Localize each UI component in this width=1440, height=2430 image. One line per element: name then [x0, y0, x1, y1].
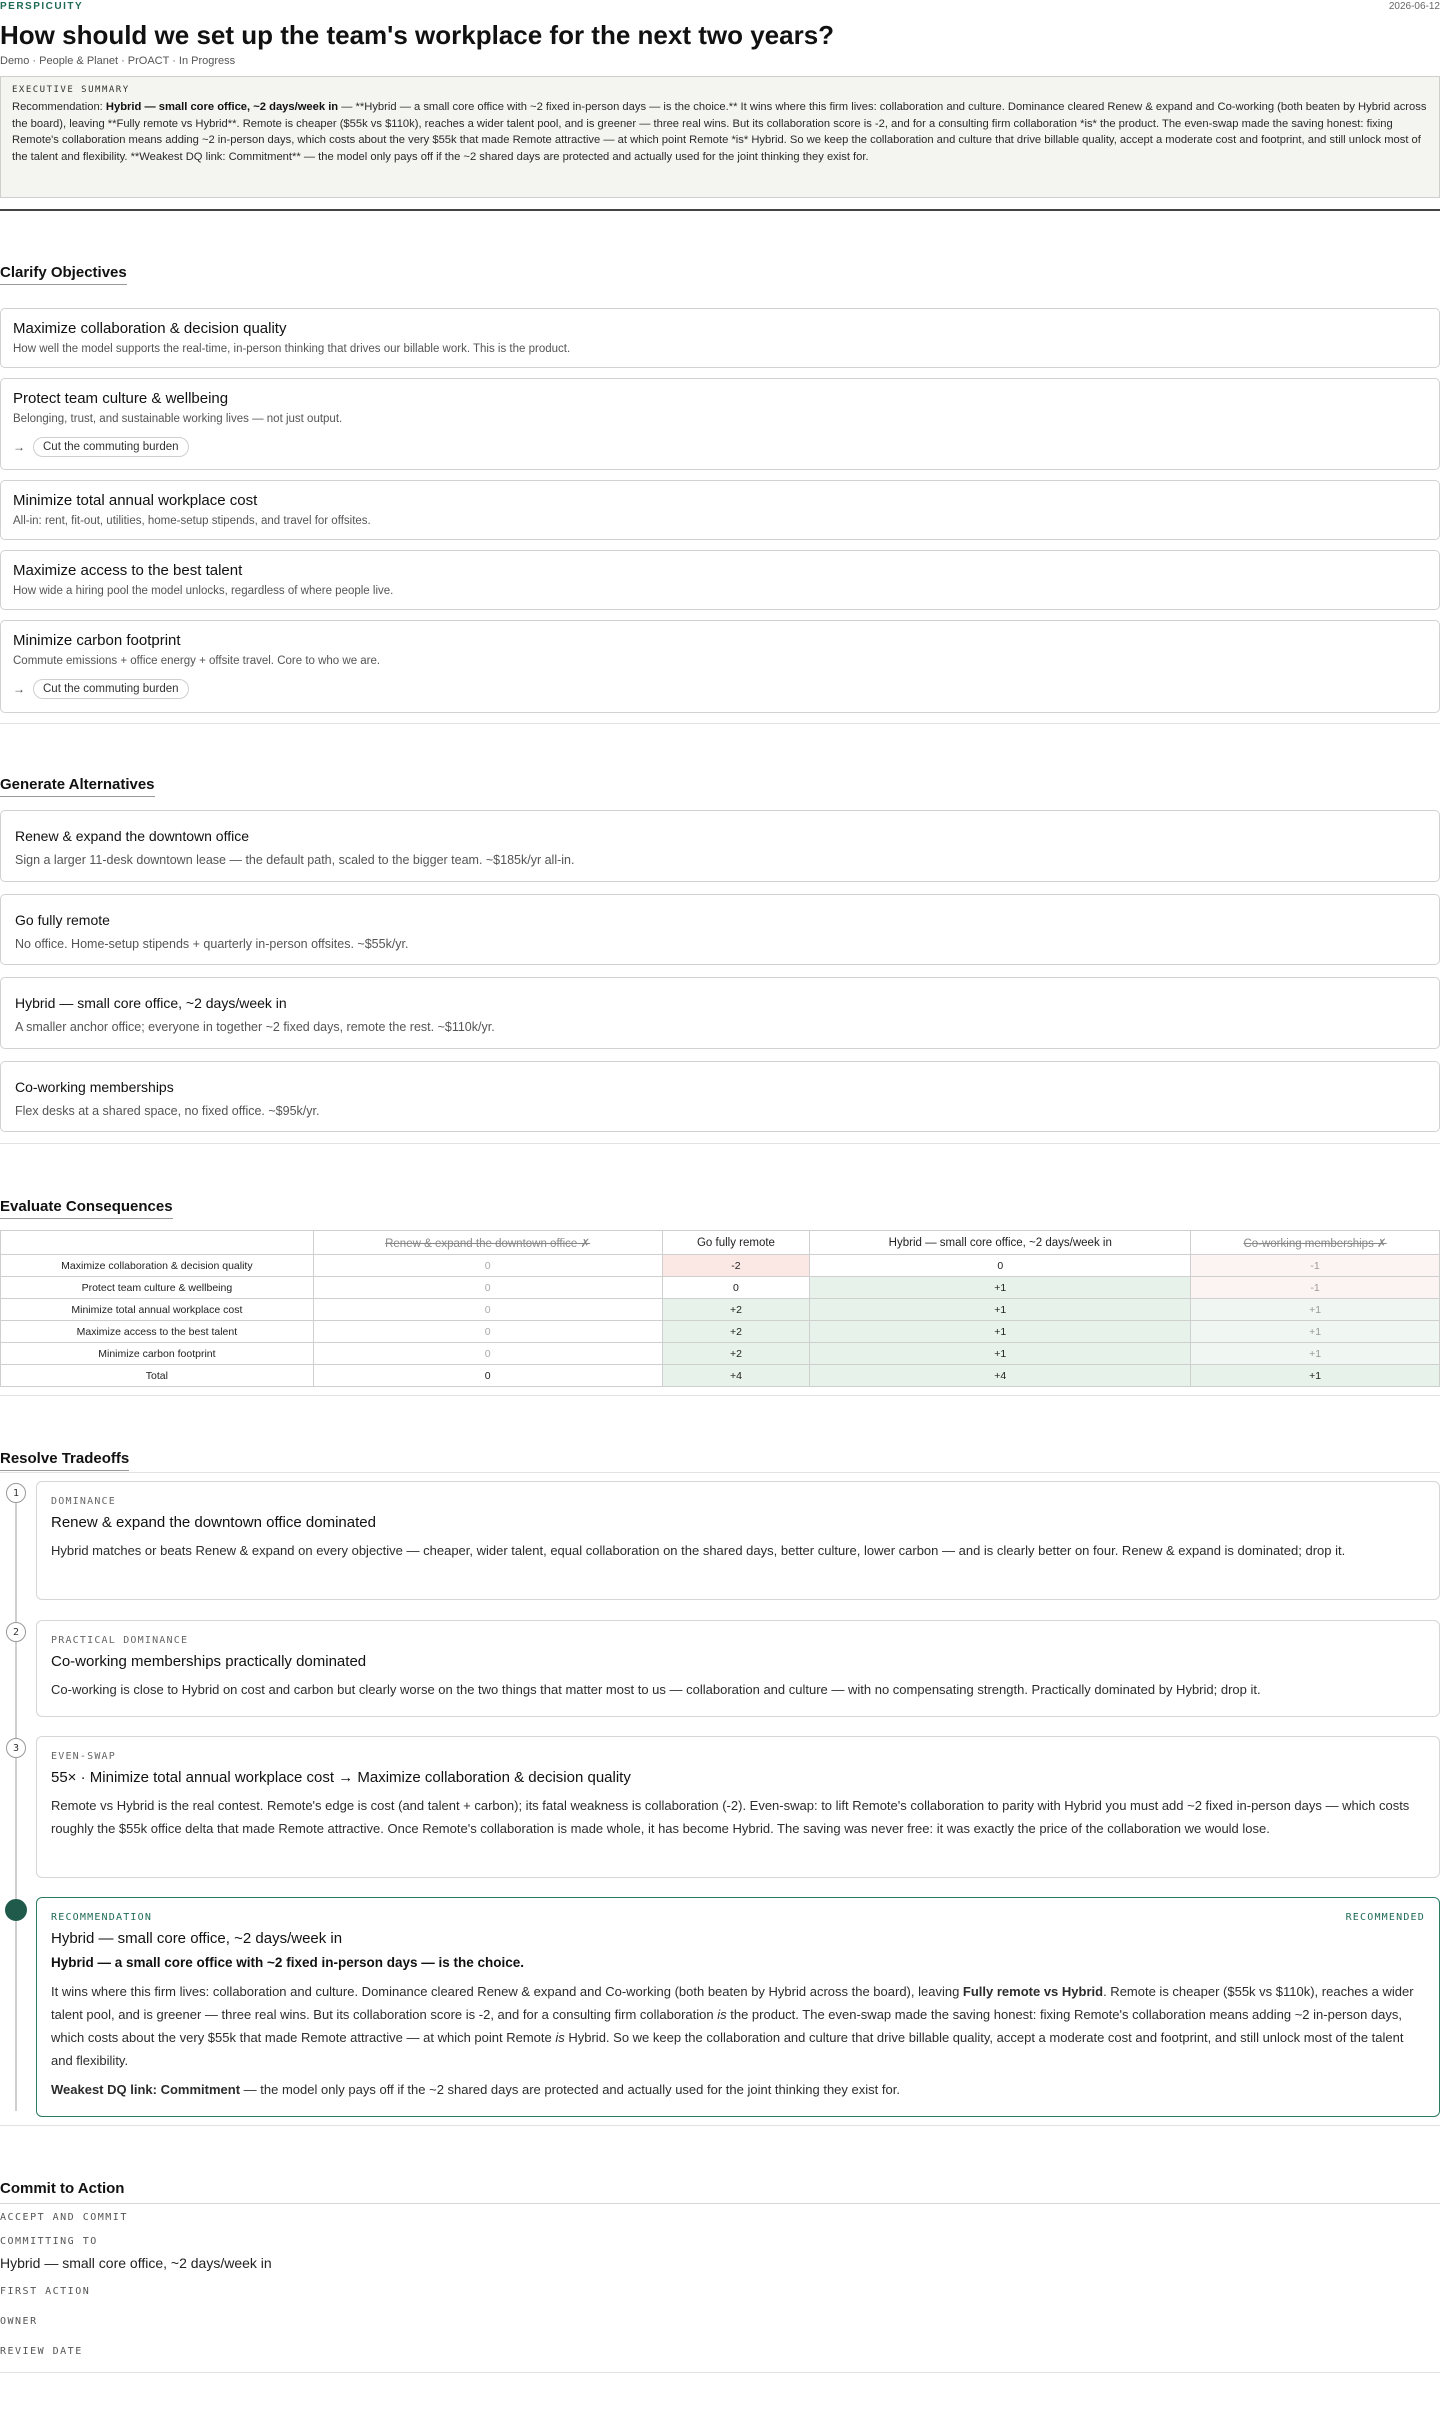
score-cell: +1	[810, 1343, 1191, 1365]
tradeoff-card[interactable]	[36, 1481, 1440, 1600]
objective-description: How wide a hiring pool the model unlocks, regardless of where people live.	[13, 585, 394, 597]
alternative-card[interactable]	[0, 894, 1440, 965]
section-divider	[0, 1143, 1440, 1144]
section-divider	[0, 723, 1440, 724]
rec-text-strong: Fully remote vs Hybrid	[962, 1984, 1104, 1999]
sub-objective-pill[interactable]: Cut the commuting burden	[33, 679, 189, 699]
tradeoff-type: EVEN-SWAP	[51, 1751, 116, 1762]
consequences-table	[0, 1230, 1440, 1387]
alternative-title: Go fully remote	[15, 912, 110, 928]
alternative-title: Hybrid — small core office, ~2 days/week in	[15, 995, 287, 1011]
score-cell: +1	[810, 1321, 1191, 1343]
objective-title: Maximize collaboration & decision quality	[13, 320, 287, 337]
decision-date: 2026-06-12	[1388, 1, 1440, 12]
committing-to-label: COMMITTING TO	[0, 2236, 98, 2247]
step-number: 1	[6, 1483, 26, 1503]
alternative-card[interactable]	[0, 977, 1440, 1049]
objective-title: Protect team culture & wellbeing	[13, 390, 229, 407]
section-title-commit: Commit to Action	[0, 2180, 125, 2197]
sub-objective-pill[interactable]: Cut the commuting burden	[33, 437, 189, 457]
score-cell: 0	[313, 1321, 662, 1343]
total-cell: 0	[313, 1365, 662, 1387]
score-cell: 0	[313, 1299, 662, 1321]
row-label: Maximize access to the best talent	[1, 1321, 314, 1343]
weakest-link-label: Weakest DQ link: Commitment	[51, 2082, 241, 2097]
accept-and-commit-button[interactable]: ACCEPT AND COMMIT	[0, 2212, 128, 2223]
objective-card[interactable]	[0, 550, 1440, 610]
score-cell: +1	[1191, 1343, 1440, 1365]
score-cell: 0	[313, 1255, 662, 1277]
objective-description: Belonging, trust, and sustainable working lives — not just output.	[13, 413, 343, 425]
score-cell: 0	[313, 1343, 662, 1365]
header-divider	[0, 209, 1440, 211]
section-divider	[0, 2203, 1440, 2204]
recommendation-title: Hybrid — small core office, ~2 days/week in	[51, 1930, 343, 1947]
score-cell: +1	[810, 1299, 1191, 1321]
recommendation-card[interactable]	[36, 1897, 1440, 2117]
objective-card[interactable]	[0, 308, 1440, 368]
rec-text-em: is	[717, 2007, 727, 2022]
arrow-right-icon: →	[13, 682, 25, 696]
objective-card[interactable]	[0, 378, 1440, 470]
table-corner	[1, 1231, 314, 1255]
tradeoff-body: Hybrid matches or beats Renew & expand on every objective — cheaper, wider talent, equal collaboration on the shared days, better culture, lower carbon — and is clearly better on four. Renew & expand is dominated; drop it.	[51, 1543, 1346, 1558]
tradeoff-card[interactable]	[36, 1620, 1440, 1717]
review-date-field[interactable]: REVIEW DATE	[0, 2346, 83, 2357]
score-cell: 0	[810, 1255, 1191, 1277]
rec-text: . Remote is cheaper ($55k vs $110k), reaches a wider talent pool, and is greener — three real wins. But its collaboration score is -2, and for a consulting firm collaboration	[51, 1984, 1414, 2022]
table-total-row	[1, 1365, 1440, 1387]
brand-logo[interactable]: PERSPICUITY	[0, 1, 84, 12]
score-cell: +2	[662, 1299, 810, 1321]
alternative-description: A smaller anchor office; everyone in together ~2 fixed days, remote the rest. ~$110k/yr.	[15, 1020, 495, 1034]
alternative-description: Flex desks at a shared space, no fixed office. ~$95k/yr.	[15, 1104, 320, 1118]
table-row	[1, 1277, 1440, 1299]
column-header[interactable]: Hybrid — small core office, ~2 days/week in	[810, 1231, 1191, 1255]
row-label: Total	[1, 1365, 314, 1387]
rec-text: Hybrid. So we keep the collaboration and culture that drive billable quality, accept a moderate cost and footprint, and still unlock most of the talent and flexibility.	[51, 2030, 1404, 2068]
exec-prefix: Recommendation:	[12, 101, 106, 113]
total-cell: +4	[810, 1365, 1191, 1387]
score-cell: +1	[1191, 1321, 1440, 1343]
tradeoff-title: Renew & expand the downtown office dominated	[51, 1514, 376, 1531]
section-divider	[0, 2125, 1440, 2126]
page-title: How should we set up the team's workplace for the next two years?	[0, 20, 835, 50]
table-row	[1, 1343, 1440, 1365]
exec-recommendation: Hybrid — small core office, ~2 days/week in	[105, 101, 339, 113]
score-cell: +1	[810, 1277, 1191, 1299]
row-label: Protect team culture & wellbeing	[1, 1277, 314, 1299]
tradeoff-type: PRACTICAL DOMINANCE	[51, 1635, 189, 1646]
alternative-description: No office. Home-setup stipends + quarterly in-person offsites. ~$55k/yr.	[15, 937, 409, 951]
score-cell: -2	[662, 1255, 810, 1277]
table-row	[1, 1255, 1440, 1277]
score-cell: 0	[313, 1277, 662, 1299]
tradeoff-title: Co-working memberships practically dominated	[51, 1653, 367, 1670]
step-number: 2	[6, 1622, 26, 1642]
row-label: Maximize collaboration & decision quality	[1, 1255, 314, 1277]
sub-objective	[13, 437, 189, 457]
objective-description: Commute emissions + office energy + offsite travel. Core to who we are.	[13, 655, 381, 667]
executive-summary	[0, 76, 1440, 198]
column-header[interactable]: Co-working memberships ✗	[1191, 1231, 1440, 1255]
arrow-right-icon: →	[13, 440, 25, 454]
recommendation-marker	[5, 1899, 27, 1921]
tradeoff-card[interactable]	[36, 1736, 1440, 1878]
weakest-link-text: — the model only pays off if the ~2 shared days are protected and actually used for the joint thinking they exist for.	[240, 2082, 900, 2097]
owner-field[interactable]: OWNER	[0, 2316, 38, 2327]
breadcrumb: Demo · People & Planet · PrOACT · In Progress	[0, 55, 236, 67]
section-title-tradeoffs: Resolve Tradeoffs	[0, 1450, 129, 1471]
column-header[interactable]: Renew & expand the downtown office ✗	[313, 1231, 662, 1255]
timeline-line	[15, 1493, 17, 2111]
objective-description: All-in: rent, fit-out, utilities, home-setup stipends, and travel for offsites.	[13, 515, 371, 527]
score-cell: -1	[1191, 1277, 1440, 1299]
table-row	[1, 1299, 1440, 1321]
executive-summary-text	[12, 99, 1428, 165]
objective-title: Minimize carbon footprint	[13, 632, 181, 649]
alternative-card[interactable]	[0, 1061, 1440, 1132]
objective-title: Maximize access to the best talent	[13, 562, 243, 579]
table-row	[1, 1321, 1440, 1343]
column-header[interactable]: Go fully remote	[662, 1231, 810, 1255]
section-title-objectives: Clarify Objectives	[0, 264, 127, 285]
weakest-link	[51, 2082, 1425, 2097]
total-cell: +4	[662, 1365, 810, 1387]
tradeoff-body: Remote vs Hybrid is the real contest. Remote's edge is cost (and talent + carbon); its fatal weakness is collaboration (-2). Even-swap: to lift Remote's collaboration to parity with Hybrid you must add ~2 fixed in-person days — which costs roughly the $55k office delta that made Remote attractive. Once Remote's collaboration is made whole, it has become Hybrid. The saving was never free: it was exactly the price of the collaboration we would lose.	[51, 1798, 1410, 1836]
tradeoff-title: 55× · Minimize total annual workplace cost → Maximize collaboration & decision quality	[51, 1769, 631, 1786]
recommendation-subtitle: Hybrid — a small core office with ~2 fixed in-person days — is the choice.	[51, 1955, 525, 1970]
tradeoff-type: DOMINANCE	[51, 1496, 116, 1507]
alternative-card[interactable]	[0, 810, 1440, 882]
row-label: Minimize total annual workplace cost	[1, 1299, 314, 1321]
section-title-alternatives: Generate Alternatives	[0, 776, 155, 797]
score-cell: +2	[662, 1343, 810, 1365]
executive-summary-label: EXECUTIVE SUMMARY	[12, 85, 130, 95]
objective-card[interactable]	[0, 620, 1440, 713]
recommended-badge: RECOMMENDED	[1345, 1912, 1425, 1923]
committing-to-value: Hybrid — small core office, ~2 days/week in	[0, 2255, 272, 2271]
section-divider	[0, 1395, 1440, 1396]
sub-objective	[13, 679, 189, 699]
score-cell: +2	[662, 1321, 810, 1343]
table-header-row	[1, 1231, 1440, 1255]
objective-title: Minimize total annual workplace cost	[13, 492, 258, 509]
rec-text-em: is	[555, 2030, 565, 2045]
first-action-field[interactable]: FIRST ACTION	[0, 2286, 91, 2297]
rec-text: It wins where this firm lives: collaboration and culture. Dominance cleared Renew & expand and Co-working (both beaten by Hybrid across the board), leaving	[51, 1984, 963, 1999]
objective-description: How well the model supports the real-time, in-person thinking that drives our billable work. This is the product.	[13, 343, 571, 355]
total-cell: +1	[1191, 1365, 1440, 1387]
section-divider	[0, 2372, 1440, 2373]
rec-text: the product. The even-swap made the saving honest: fixing Remote's collaboration means adding ~2 in-person days, which costs about the very $55k that made Remote attractive — at which point Remote	[51, 2007, 1403, 2045]
alternative-title: Co-working memberships	[15, 1079, 174, 1095]
score-cell: +1	[1191, 1299, 1440, 1321]
objective-card[interactable]	[0, 480, 1440, 540]
recommendation-label: RECOMMENDATION	[51, 1912, 153, 1923]
row-label: Minimize carbon footprint	[1, 1343, 314, 1365]
alternative-description: Sign a larger 11-desk downtown lease — the default path, scaled to the bigger team. ~$185k/yr all-in.	[15, 853, 575, 867]
step-number: 3	[6, 1738, 26, 1758]
score-cell: 0	[662, 1277, 810, 1299]
alternative-title: Renew & expand the downtown office	[15, 828, 250, 844]
recommendation-body	[51, 1980, 1425, 2072]
exec-body: — **Hybrid — a small core office with ~2 fixed in-person days — is the choice.** It wins where this firm lives: collaboration and culture. Dominance cleared Renew & expand and Co-working (both beaten by Hybrid across the board), leaving **Fully remote vs Hybrid**. Remote is cheaper ($55k vs $110k), reaches a wider talent pool, and is greener — three real wins. But its collaboration score is -2, and for a consulting firm collaboration *is* the product. The even-swap made the saving honest: fixing Remote's collaboration means adding ~2 in-person days, which costs about the very $55k that made Remote attractive — at which point Remote *is* Hybrid. So we keep the collaboration and culture that drive billable quality, accept a moderate cost and footprint, and still unlock most of the talent and flexibility. **Weakest DQ link: Commitment** — the model only pays off if the ~2 shared days are protected and actually used for the joint thinking they exist for.	[12, 101, 1427, 163]
section-divider	[0, 1472, 1440, 1473]
tradeoff-body: Co-working is close to Hybrid on cost and carbon but clearly worse on the two things that matter most to us — collaboration and culture — with no compensating strength. Practically dominated by Hybrid; drop it.	[51, 1682, 1261, 1697]
score-cell: -1	[1191, 1255, 1440, 1277]
section-title-consequences: Evaluate Consequences	[0, 1198, 173, 1219]
